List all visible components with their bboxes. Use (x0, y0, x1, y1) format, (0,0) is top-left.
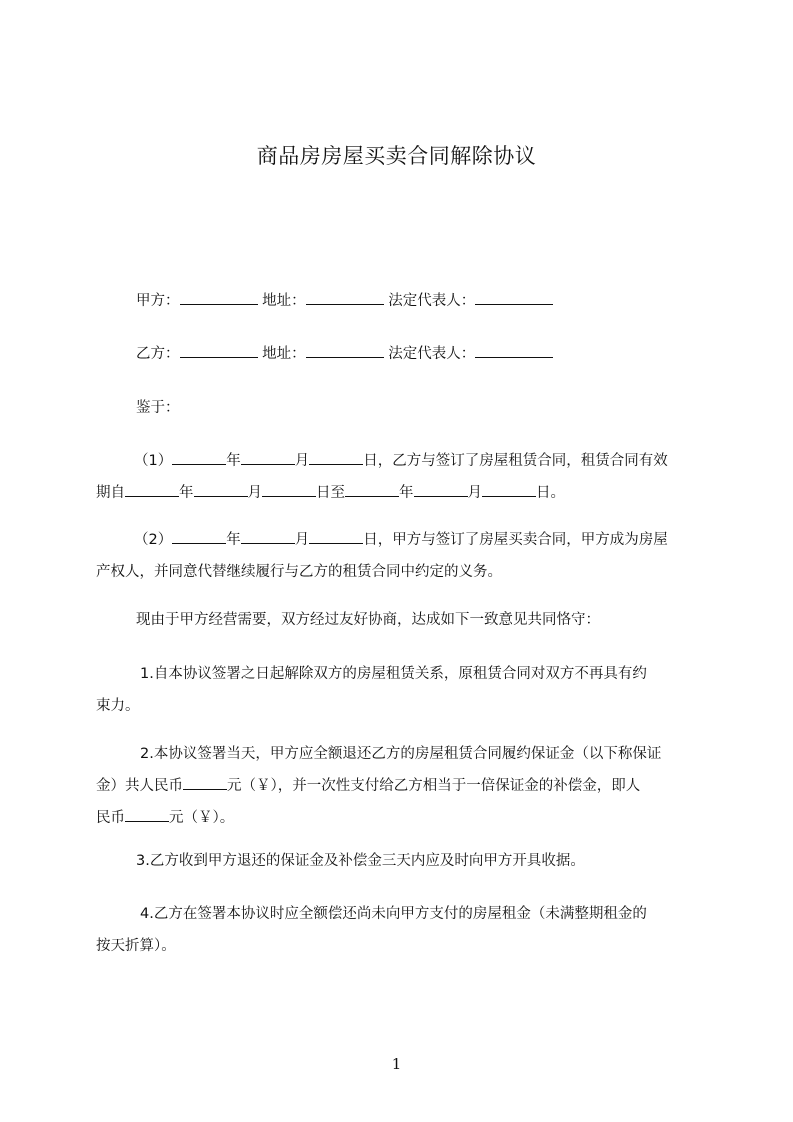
party-a-address-label: 地址： (262, 293, 306, 309)
clause-1-prefix: （1） (134, 453, 173, 469)
clause-1-end-month: 月 (467, 485, 482, 501)
clause-2-month: 月 (294, 532, 310, 548)
party-b-address-label: 地址： (262, 346, 306, 362)
item-2-currency-label: 民币 (96, 810, 125, 826)
clause-1-start-month: 月 (247, 485, 262, 501)
party-a-rep-blank (475, 290, 553, 305)
party-b-rep-blank (475, 343, 553, 358)
clause-1-end-month-blank (414, 482, 468, 497)
party-a-line (136, 285, 742, 317)
item-1-line-1: 1.自本协议签署之日起解除双方的房屋租赁关系，原租赁合同对双方不再具有约 (140, 666, 647, 682)
item-2-line-3 (96, 802, 702, 834)
item-3: 3.乙方收到甲方退还的保证金及补偿金三天内应及时向甲方开具收据。 (136, 853, 585, 869)
party-a-name-blank (180, 290, 258, 305)
clause-2-line-1 (96, 524, 702, 556)
item-2-line-2 (96, 770, 702, 802)
party-a-label: 甲方： (136, 293, 180, 309)
clause-1-end-year-blank (345, 482, 399, 497)
page-number: 1 (391, 1055, 402, 1073)
clause-1-day-blank (309, 450, 363, 465)
party-b-line (136, 338, 742, 370)
party-b-label: 乙方： (136, 346, 180, 362)
clause-1 (96, 445, 702, 509)
clause-1-year: 年 (226, 453, 241, 469)
clause-1-line-2 (96, 477, 702, 509)
party-b-name-blank (180, 343, 258, 358)
clause-1-start-year-blank (125, 482, 179, 497)
item-4 (96, 898, 702, 962)
clause-1-day-to: 日至 (316, 485, 345, 501)
whereas-heading: 鉴于： (136, 400, 180, 416)
party-a-rep-label: 法定代表人： (388, 293, 476, 309)
item-2-deposit-blank (183, 775, 227, 790)
clause-2-line-2: 产权人，并同意代替继续履行与乙方的租赁合同中约定的义务。 (96, 564, 502, 580)
clause-1-month-blank (241, 450, 295, 465)
party-b-address-blank (306, 343, 384, 358)
clause-2-month-blank (241, 529, 295, 544)
clause-1-month: 月 (294, 453, 310, 469)
item-4-line-2: 按天折算）。 (96, 938, 176, 954)
item-2-compensation-blank (125, 807, 169, 822)
clause-2 (96, 524, 702, 588)
party-b-rep-label: 法定代表人： (388, 346, 476, 362)
clause-2-day-blank (309, 529, 363, 544)
item-1-line-2: 束力。 (96, 698, 140, 714)
clause-1-start-day-blank (262, 482, 316, 497)
clause-1-end-day-blank (482, 482, 536, 497)
clause-1-period-start: 期自 (96, 485, 125, 501)
clause-2-text: 日，甲方与签订了房屋买卖合同，甲方成为房屋 (363, 532, 668, 548)
agreement-intro: 现由于甲方经营需要，双方经过友好协商，达成如下一致意见共同恪守： (136, 612, 600, 628)
clause-1-start-month-blank (194, 482, 248, 497)
clause-1-year-blank (172, 450, 226, 465)
item-2 (96, 738, 702, 834)
item-2-amount-label: 金）共人民币 (96, 778, 183, 794)
party-a-address-blank (306, 290, 384, 305)
clause-2-year-blank (172, 529, 226, 544)
clause-1-text: 日，乙方与签订了房屋租赁合同，租赁合同有效 (363, 453, 668, 469)
clause-1-end-year: 年 (399, 485, 414, 501)
item-2-compensation-text: 元（￥），并一次性支付给乙方相当于一倍保证金的补偿金，即人 (227, 778, 641, 794)
item-4-line-1: 4.乙方在签署本协议时应全额偿还尚未向甲方支付的房屋租金（未满整期租金的 (140, 906, 647, 922)
item-1 (96, 658, 702, 722)
item-2-line-1: 2.本协议签署当天，甲方应全额退还乙方的房屋租赁合同履约保证金（以下称保证 (140, 746, 662, 762)
clause-2-prefix: （2） (134, 532, 173, 548)
clause-1-day-end: 日。 (536, 485, 565, 501)
item-2-yuan-label: 元（￥）。 (169, 810, 235, 826)
clause-2-year: 年 (226, 532, 241, 548)
clause-1-line-1 (96, 445, 702, 477)
clause-1-start-year: 年 (179, 485, 194, 501)
document-title: 商品房房屋买卖合同解除协议 (256, 144, 537, 168)
